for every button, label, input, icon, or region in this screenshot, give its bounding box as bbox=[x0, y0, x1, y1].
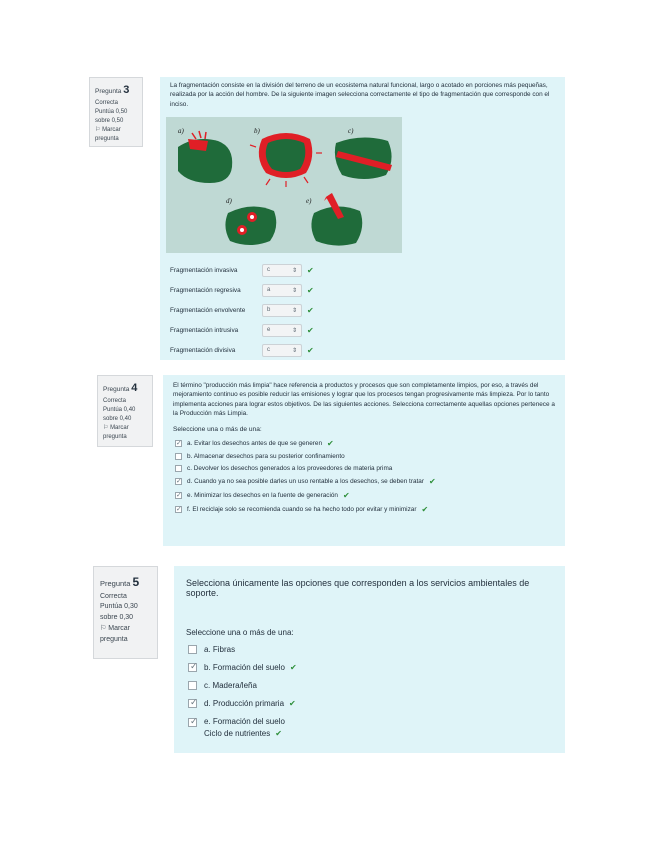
select-arrow-icon: ⇕ bbox=[291, 287, 297, 294]
correct-check-icon: ✔ bbox=[342, 491, 350, 501]
option-d[interactable]: ✓ d. Producción primaria ✔ bbox=[188, 699, 565, 708]
option-a[interactable]: a. Fibras bbox=[188, 645, 565, 654]
match-select[interactable]: c ⇕ bbox=[262, 344, 302, 357]
checkbox[interactable] bbox=[188, 645, 197, 654]
correct-check-icon: ✔ bbox=[421, 505, 429, 515]
question-3-info bbox=[89, 77, 143, 147]
correct-check-icon: ✔ bbox=[307, 325, 314, 335]
question-status: Correcta bbox=[103, 397, 127, 404]
match-row-3 bbox=[170, 303, 314, 317]
correct-check-icon: ✔ bbox=[307, 345, 314, 355]
select-prompt: Seleccione una o más de una: bbox=[173, 426, 262, 434]
match-label: Fragmentación intrusiva bbox=[170, 326, 239, 334]
flag-icon: ⚐ bbox=[95, 126, 101, 133]
figure-label-c: c) bbox=[348, 127, 354, 135]
option-d[interactable]: ✓ d. Cuando ya no sea posible darles un uso rentable a los desechos, se deben tratar ✔ bbox=[175, 477, 565, 486]
option-e-continuation: Ciclo de nutrientes ✔ bbox=[204, 729, 282, 738]
checkbox[interactable] bbox=[175, 506, 182, 513]
match-select[interactable]: b ⇕ bbox=[262, 304, 302, 317]
forest-patch-b bbox=[266, 139, 306, 172]
correct-check-icon: ✔ bbox=[428, 477, 436, 487]
match-row-4 bbox=[170, 323, 314, 337]
option-c[interactable]: c. Madera/leña bbox=[188, 681, 565, 690]
correct-check-icon: ✔ bbox=[289, 663, 297, 672]
figure-label-d: d) bbox=[226, 197, 232, 205]
figure-label-e: e) bbox=[306, 197, 312, 205]
correct-check-icon: ✔ bbox=[289, 699, 296, 708]
question-4-content bbox=[163, 375, 565, 546]
question-4-info bbox=[97, 375, 153, 447]
checkbox[interactable] bbox=[188, 699, 197, 708]
select-arrow-icon: ⇕ bbox=[291, 347, 297, 354]
options-list bbox=[163, 439, 565, 514]
match-row-2 bbox=[170, 283, 314, 297]
select-prompt: Seleccione una o más de una: bbox=[186, 628, 294, 637]
checkbox[interactable] bbox=[175, 478, 182, 485]
question-text: La fragmentación consiste en la división del terreno de un ecosistema natural funcional, largo o acotado en porciones más pequeñas, realizada por la acción del hombre. De la siguiente imagen selecciona correctamente el tipo de fragmentación que corresponde con el inciso. bbox=[170, 82, 550, 108]
checkbox[interactable] bbox=[175, 492, 182, 499]
flag-icon: ⚐ bbox=[103, 424, 109, 431]
correct-check-icon: ✔ bbox=[307, 285, 314, 295]
option-f[interactable]: ✓ f. El reciclaje solo se recomienda cuando se ha hecho todo por evitar y minimizar ✔ bbox=[175, 505, 565, 514]
question-points: Puntúa 0,50 sobre 0,50 bbox=[95, 108, 128, 124]
fragmentation-illustration bbox=[166, 117, 402, 253]
checkbox[interactable] bbox=[175, 440, 182, 447]
figure-label-a: a) bbox=[178, 127, 184, 135]
figure-label-b: b) bbox=[254, 127, 260, 135]
checkbox[interactable] bbox=[188, 718, 197, 727]
question-number: Pregunta 4 bbox=[103, 382, 138, 394]
options-list bbox=[174, 645, 565, 738]
match-label: Fragmentación invasiva bbox=[170, 266, 238, 274]
checkbox[interactable] bbox=[188, 681, 197, 690]
checkbox[interactable] bbox=[175, 465, 182, 472]
correct-check-icon: ✔ bbox=[307, 265, 314, 275]
question-text: El término "producción más limpia" hace referencia a productos y procesos que son completamente limpios, por eso, a través del mejoramiento continuo es posible reducir las emisiones y lograr que los procesos tengan progresivamente más limpieza. Por lo tanto implementa acciones para lograr estos objetivos. De las siguientes acciones. Selecciona correctamente aquellas opciones pertenece a la Producción más Limpia. bbox=[173, 382, 555, 417]
option-a[interactable]: ✓ a. Evitar los desechos antes de que se generen ✔ bbox=[175, 439, 565, 448]
question-status: Correcta bbox=[100, 592, 127, 600]
flag-question-link[interactable]: ⚐ Marcar pregunta bbox=[103, 424, 129, 440]
option-b[interactable]: ✓ b. Formación del suelo ✔ bbox=[188, 663, 565, 672]
match-select[interactable]: e ⇕ bbox=[262, 324, 302, 337]
match-row-1 bbox=[170, 263, 314, 277]
checkbox[interactable] bbox=[175, 453, 182, 460]
correct-check-icon: ✔ bbox=[307, 305, 314, 315]
match-select[interactable]: a ⇕ bbox=[262, 284, 302, 297]
select-arrow-icon: ⇕ bbox=[291, 307, 297, 314]
match-label: Fragmentación envolvente bbox=[170, 306, 246, 314]
correct-check-icon: ✔ bbox=[327, 439, 334, 449]
question-3-content bbox=[160, 77, 565, 360]
option-b[interactable]: b. Almacenar desechos para su posterior confinamiento bbox=[175, 453, 565, 460]
question-5-content bbox=[174, 566, 565, 753]
question-text: Selecciona únicamente las opciones que corresponden a los servicios ambientales de soporte. bbox=[186, 578, 530, 598]
question-points: Puntúa 0,40 sobre 0,40 bbox=[103, 406, 136, 422]
select-arrow-icon: ⇕ bbox=[291, 327, 297, 334]
match-select[interactable]: c ⇕ bbox=[262, 264, 302, 277]
option-e[interactable]: ✓ e. Minimizar los desechos en la fuente de generación ✔ bbox=[175, 491, 565, 500]
question-number: Pregunta 5 bbox=[100, 575, 140, 589]
match-row-5 bbox=[170, 343, 314, 357]
question-status: Correcta bbox=[95, 99, 119, 106]
flag-question-link[interactable]: ⚐ Marcar pregunta bbox=[100, 625, 131, 643]
fragmentation-figure bbox=[166, 117, 402, 253]
correct-check-icon: ✔ bbox=[275, 729, 282, 738]
question-5-info bbox=[93, 566, 158, 659]
flag-question-link[interactable]: ⚐ Marcar pregunta bbox=[95, 126, 121, 142]
question-number: Pregunta 3 bbox=[95, 84, 130, 96]
match-label: Fragmentación regresiva bbox=[170, 286, 241, 294]
checkbox[interactable] bbox=[188, 663, 197, 672]
option-e[interactable]: ✓ e. Formación del suelo bbox=[188, 717, 565, 727]
question-points: Puntúa 0,30 sobre 0,30 bbox=[100, 603, 138, 622]
match-label: Fragmentación divisiva bbox=[170, 346, 236, 354]
select-arrow-icon: ⇕ bbox=[291, 267, 297, 274]
option-c[interactable]: c. Devolver los desechos generados a los proveedores de materia prima bbox=[175, 465, 565, 472]
flag-icon: ⚐ bbox=[100, 625, 107, 633]
